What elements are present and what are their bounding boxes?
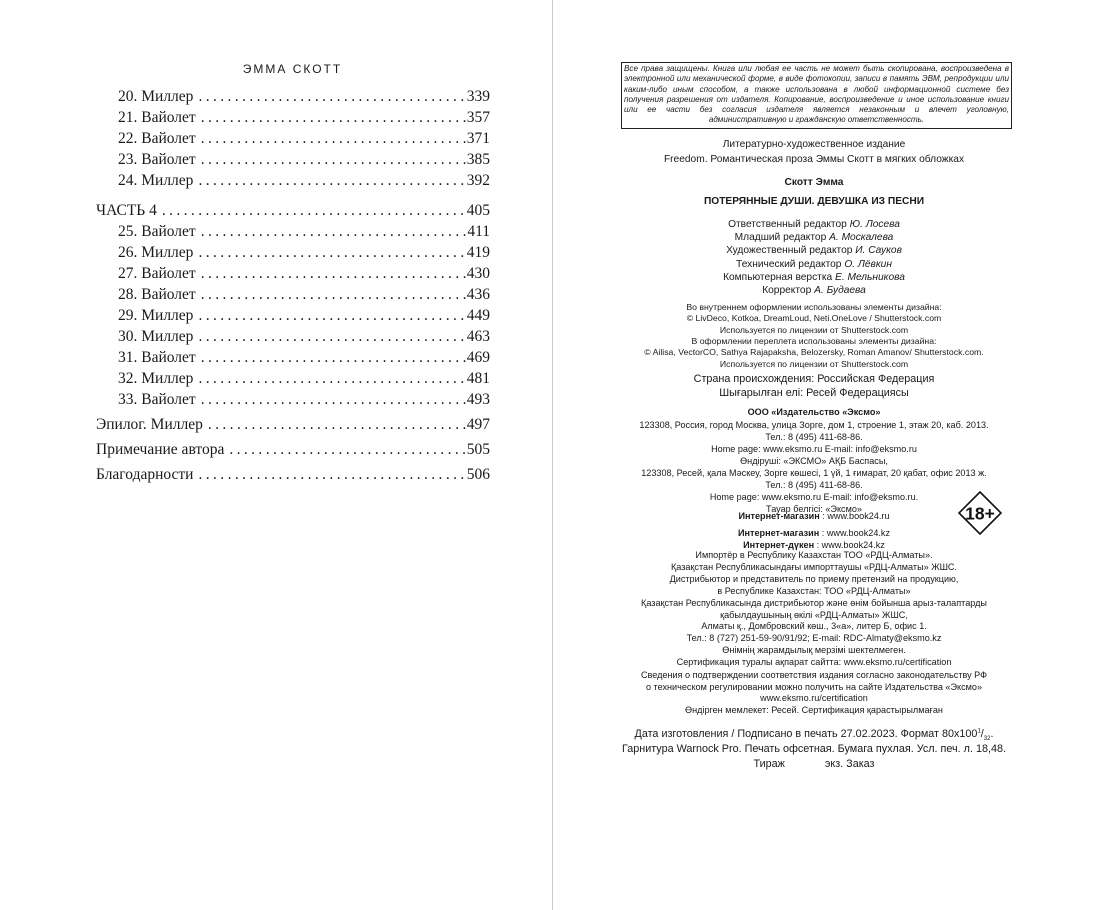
staff-name: Ю. Лосева	[849, 219, 900, 230]
toc-entry	[96, 242, 490, 263]
toc-entry	[96, 305, 490, 326]
certification-line: www.eksmo.ru/certification	[760, 693, 868, 704]
rights-notice-box	[621, 62, 1012, 129]
toc-entry-page: 392	[466, 172, 490, 189]
toc-dot-leader	[198, 326, 465, 347]
kazakhstan-info-line: қабылдаушының өкілі «РДЦ-Алматы» ЖШС,	[720, 609, 908, 620]
toc-entry-title: Примечание автора	[96, 441, 225, 458]
toc-entry-page: 411	[467, 223, 490, 240]
toc-dot-leader	[201, 149, 466, 170]
toc-entry-title: 28. Вайолет	[118, 286, 196, 303]
design-credit-line: Во внутреннем оформлении использованы элементы дизайна:	[686, 302, 942, 312]
toc-entry-page: 449	[466, 307, 490, 324]
age-rating-text: 18+	[965, 503, 995, 524]
staff-line	[553, 272, 1075, 283]
design-credit-line: © LivDeco, Kotkoa, DreamLoud, Neti.OneLove / Shutterstock.com	[686, 313, 942, 324]
staff-name: О. Лёвкин	[844, 258, 892, 270]
toc-entry-page: 405	[466, 202, 490, 219]
toc-dot-leader	[201, 221, 467, 242]
toc-entry	[96, 464, 490, 485]
format-numerator: 1	[977, 728, 981, 735]
toc-entry-page: 469	[466, 349, 490, 366]
toc-entry-page: 505	[466, 441, 490, 458]
toc-entry-title: 29. Миллер	[118, 307, 194, 324]
toc-entry	[96, 200, 490, 221]
store-line	[553, 540, 1075, 550]
left-page	[0, 0, 552, 910]
running-head: ЭММА СКОТТ	[242, 62, 343, 76]
toc-entry	[96, 347, 490, 368]
publisher-phone: Тел.: 8 (495) 411-68-86.	[765, 432, 863, 442]
toc-entry-page: 371	[466, 130, 490, 147]
certification-line: о техническом регулировании можно получить на сайте Издательства «Эксмо»	[645, 681, 983, 692]
design-credit-line: В оформлении переплета использованы элементы дизайна:	[691, 335, 937, 346]
kazakhstan-info-line: Дистрибьютор и представитель по приему претензий на продукцию,	[669, 573, 959, 584]
toc-dot-leader	[198, 86, 465, 107]
toc-entry-title: 31. Вайолет	[118, 349, 196, 366]
store-url: : www.book24.kz	[814, 540, 885, 550]
table-of-contents	[96, 86, 490, 485]
publisher-trademark-kz: Тауар белгісі: «Эксмо»	[766, 504, 862, 514]
production-line-1: Дата изготовления / Подписано в печать 27.02.2023. Формат $80x100^1/_{32}$.	[634, 728, 994, 743]
toc-dot-leader	[208, 414, 466, 435]
toc-entry-title: 32. Миллер	[118, 370, 194, 387]
toc-entry-title: 25. Вайолет	[118, 223, 196, 240]
toc-dot-leader	[201, 347, 466, 368]
store-label: Интернет-магазин	[738, 511, 820, 521]
toc-dot-leader	[198, 305, 465, 326]
toc-entry-page: 493	[466, 391, 490, 408]
toc-entry	[96, 86, 490, 107]
rights-notice-text: Все права защищены. Книга или любая ее часть не может быть скопирована, воспроизведена в электронной или механической форме, в виде фотокопии, записи в память ЭВМ, репродукции или каким-либо иным способом, а также использована в любой информационной системе без получения разрешения от издателя. Копирование, воспроизведение и иное использование книги или ее части без согласия издателя является незаконным и влечет уголовную, административную и гражданскую ответственность.	[624, 64, 1009, 125]
toc-entry-page: 436	[466, 286, 490, 303]
production-line-2: Гарнитура Warnock Pro. Печать офсетная. Бумага пухлая. Усл. печ. л. 18,48.	[622, 743, 1006, 755]
certification-line: Өндірген мемлекет: Ресей. Сертификация қарастырылмаған	[685, 704, 943, 715]
toc-entry-title: 20. Миллер	[118, 88, 194, 105]
kazakhstan-info-line: Тел.: 8 (727) 251-59-90/91/92; E-mail: RDC-Almaty@eksmo.kz	[686, 633, 942, 644]
toc-dot-leader	[198, 242, 465, 263]
staff-role: Технический редактор	[736, 258, 842, 270]
toc-entry-title: Благодарности	[96, 466, 194, 483]
staff-name: Е. Мельникова	[835, 271, 905, 283]
kazakhstan-info-line: Қазақстан Республикасындағы импорттаушы «РДЦ-Алматы» ЖШС.	[670, 561, 958, 572]
staff-role: Младший редактор	[734, 232, 827, 244]
toc-entry	[96, 284, 490, 305]
kazakhstan-info-line: Алматы қ., Домбровский көш., 3«а», литер Б, офис 1.	[701, 621, 927, 632]
toc-entry-title: 21. Вайолет	[118, 109, 196, 126]
staff-name: А. Москалева	[829, 232, 894, 244]
staff-line	[553, 259, 1075, 270]
toc-entry-page: 430	[466, 265, 490, 282]
design-credit-line: Используется по лицензии от Shutterstock.com	[719, 358, 909, 369]
toc-entry-title: Эпилог. Миллер	[96, 416, 203, 433]
production-line-3	[553, 758, 1075, 770]
design-credit-line: © Ailisa, VectorCO, Sathya Rajapaksha, Belozersky, Roman Amanov/ Shutterstock.com.	[644, 347, 984, 358]
country-line: Страна происхождения: Российская Федерация	[693, 373, 935, 385]
kazakhstan-info-line: Өнімнің жарамдылық мерзімі шектелмеген.	[722, 645, 906, 656]
store-label: Интернет-дүкен	[743, 540, 815, 550]
toc-entry-page: 481	[466, 370, 490, 387]
toc-dot-leader	[198, 368, 465, 389]
toc-entry-page: 339	[466, 88, 490, 105]
store-label: Интернет-магазин	[738, 528, 820, 538]
author-line: Скотт Эмма	[784, 177, 844, 188]
staff-line	[553, 219, 1075, 230]
publisher-phone-kz: Тел.: 8 (495) 411-68-86.	[765, 480, 863, 490]
toc-entry	[96, 439, 490, 460]
book-title: ПОТЕРЯННЫЕ ДУШИ. ДЕВУШКА ИЗ ПЕСНИ	[703, 196, 925, 207]
store-url: : www.book24.kz	[819, 528, 890, 538]
staff-name: А. Будаева	[814, 285, 866, 296]
toc-entry	[96, 414, 490, 435]
staff-role: Корректор	[762, 285, 812, 296]
toc-dot-leader	[229, 439, 465, 460]
format-denominator: 32	[983, 736, 991, 743]
design-credit-line: Используется по лицензии от Shutterstock.com	[719, 324, 909, 335]
toc-dot-leader	[201, 128, 466, 149]
toc-dot-leader	[201, 389, 466, 410]
toc-entry-page: 463	[466, 328, 490, 345]
series-line: Freedom. Романтическая проза Эммы Скотт в мягких обложках	[663, 154, 965, 165]
staff-line	[553, 285, 1075, 296]
publisher-web: Home page: www.eksmo.ru E-mail: info@eksmo.ru	[711, 444, 917, 454]
toc-entry-title: 23. Вайолет	[118, 151, 196, 168]
order-label: экз. Заказ	[824, 758, 875, 770]
toc-entry	[96, 221, 490, 242]
publisher-address-kz: 123308, Ресей, қала Мәскеу, Зорге көшесі, 1 үй, 1 ғимарат, 20 қабат, офис 2013 ж.	[641, 468, 987, 478]
toc-entry	[96, 389, 490, 410]
kazakhstan-info-line: Қазақстан Республикасында дистрибьютор және өнім бойынша арыз-талаптарды	[641, 597, 987, 608]
staff-line	[553, 245, 1075, 256]
toc-entry	[96, 149, 490, 170]
toc-dot-leader	[198, 464, 465, 485]
country-kz-line: Шығарылған елі: Ресей Федерациясы	[719, 387, 909, 399]
toc-entry-title: 27. Вайолет	[118, 265, 196, 282]
kazakhstan-info-line: в Республике Казахстан: ТОО «РДЦ-Алматы»	[717, 585, 911, 596]
toc-entry-title: 33. Вайолет	[118, 391, 196, 408]
production-date-format: Дата изготовления / Подписано в печать 27.02.2023. Формат 80x100	[634, 728, 978, 740]
toc-entry	[96, 326, 490, 347]
toc-entry	[96, 107, 490, 128]
right-page	[553, 0, 1105, 910]
toc-entry	[96, 368, 490, 389]
toc-dot-leader	[201, 284, 466, 305]
toc-entry-title: ЧАСТЬ 4	[96, 202, 157, 219]
toc-entry-title: 22. Вайолет	[118, 130, 196, 147]
toc-dot-leader	[201, 107, 466, 128]
toc-entry-page: 357	[466, 109, 490, 126]
toc-entry-page: 497	[466, 416, 490, 433]
toc-entry-title: 30. Миллер	[118, 328, 194, 345]
toc-dot-leader	[201, 263, 466, 284]
toc-dot-leader	[162, 200, 466, 221]
staff-name: И. Сауков	[855, 245, 902, 257]
toc-entry-title: 24. Миллер	[118, 172, 194, 189]
toc-dot-leader	[198, 170, 465, 191]
kazakhstan-info-line: Импортёр в Республику Казахстан ТОО «РДЦ-Алматы».	[695, 550, 933, 560]
toc-entry-title: 26. Миллер	[118, 244, 194, 261]
edition-type: Литературно-художественное издание	[722, 139, 906, 150]
staff-role: Художественный редактор	[726, 245, 853, 257]
toc-entry	[96, 170, 490, 191]
publisher-producer-kz: Өндіруші: «ЭКСМО» АҚБ Баспасы,	[740, 456, 888, 466]
toc-entry-page: 419	[466, 244, 490, 261]
age-rating-badge	[958, 491, 1002, 535]
publisher-web-kz: Home page: www.eksmo.ru E-mail: info@eksmo.ru.	[709, 492, 919, 502]
print-run-label: Тираж	[753, 758, 785, 770]
toc-entry-page: 385	[466, 151, 490, 168]
staff-role: Ответственный редактор	[728, 219, 847, 230]
toc-entry	[96, 128, 490, 149]
toc-entry	[96, 263, 490, 284]
kazakhstan-info-line: Сертификация туралы ақпарат сайтта: www.eksmo.ru/certification	[676, 657, 952, 668]
toc-entry-page: 506	[466, 466, 490, 483]
staff-role: Компьютерная верстка	[723, 271, 833, 283]
publisher-name: ООО «Издательство «Эксмо»	[747, 407, 881, 417]
certification-line: Сведения о подтверждении соответствия издания согласно законодательству РФ	[640, 670, 988, 680]
store-url: : www.book24.ru	[819, 511, 890, 521]
publisher-address: 123308, Россия, город Москва, улица Зорге, дом 1, строение 1, этаж 20, каб. 2013.	[639, 420, 989, 430]
staff-line	[553, 232, 1075, 243]
